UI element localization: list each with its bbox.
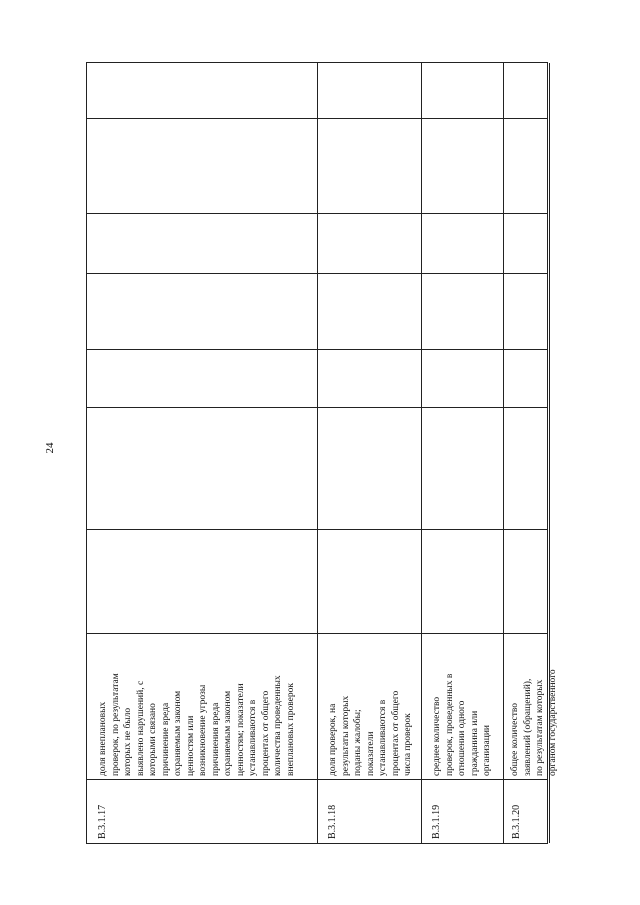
column-divider bbox=[87, 529, 547, 530]
column-divider bbox=[87, 407, 547, 408]
table-row bbox=[421, 63, 504, 843]
column-divider bbox=[87, 213, 547, 214]
row-code: В.3.1.20 bbox=[511, 804, 522, 839]
row-description: доля проверок, на результаты которых поданы жалобы; показатели устанавливаются в процентах от общего числа проверок bbox=[328, 690, 413, 776]
row-code: В.3.1.19 bbox=[431, 804, 442, 839]
indicator-table bbox=[86, 62, 558, 844]
table-row bbox=[87, 63, 318, 843]
row-code: В.3.1.17 bbox=[97, 804, 108, 839]
row-description: доля внеплановых проверок, по результатам которых не было выявлено нарушений, с которыми связано причинение вреда охраняемым законом ценностям или возникновение угрозы причинения вреда охраняемым законом ценностям; показатели устанавливаются в процентах от общего количества проведенных внеплановых проверок bbox=[98, 673, 296, 776]
row-description: среднее количество проверок, проведенных в отношении одного гражданина или организации bbox=[432, 673, 492, 776]
column-divider bbox=[87, 633, 547, 634]
column-divider bbox=[87, 273, 547, 274]
page-number: 24 bbox=[44, 442, 56, 454]
column-divider bbox=[87, 118, 547, 119]
column-divider bbox=[87, 349, 547, 350]
column-divider bbox=[87, 779, 547, 780]
row-description: общее количество заявлений (обращений), по результатам которых органом государственного bbox=[510, 669, 558, 776]
table-row bbox=[503, 63, 558, 843]
row-code: В.3.1.18 bbox=[327, 804, 338, 839]
table-row bbox=[317, 63, 422, 843]
